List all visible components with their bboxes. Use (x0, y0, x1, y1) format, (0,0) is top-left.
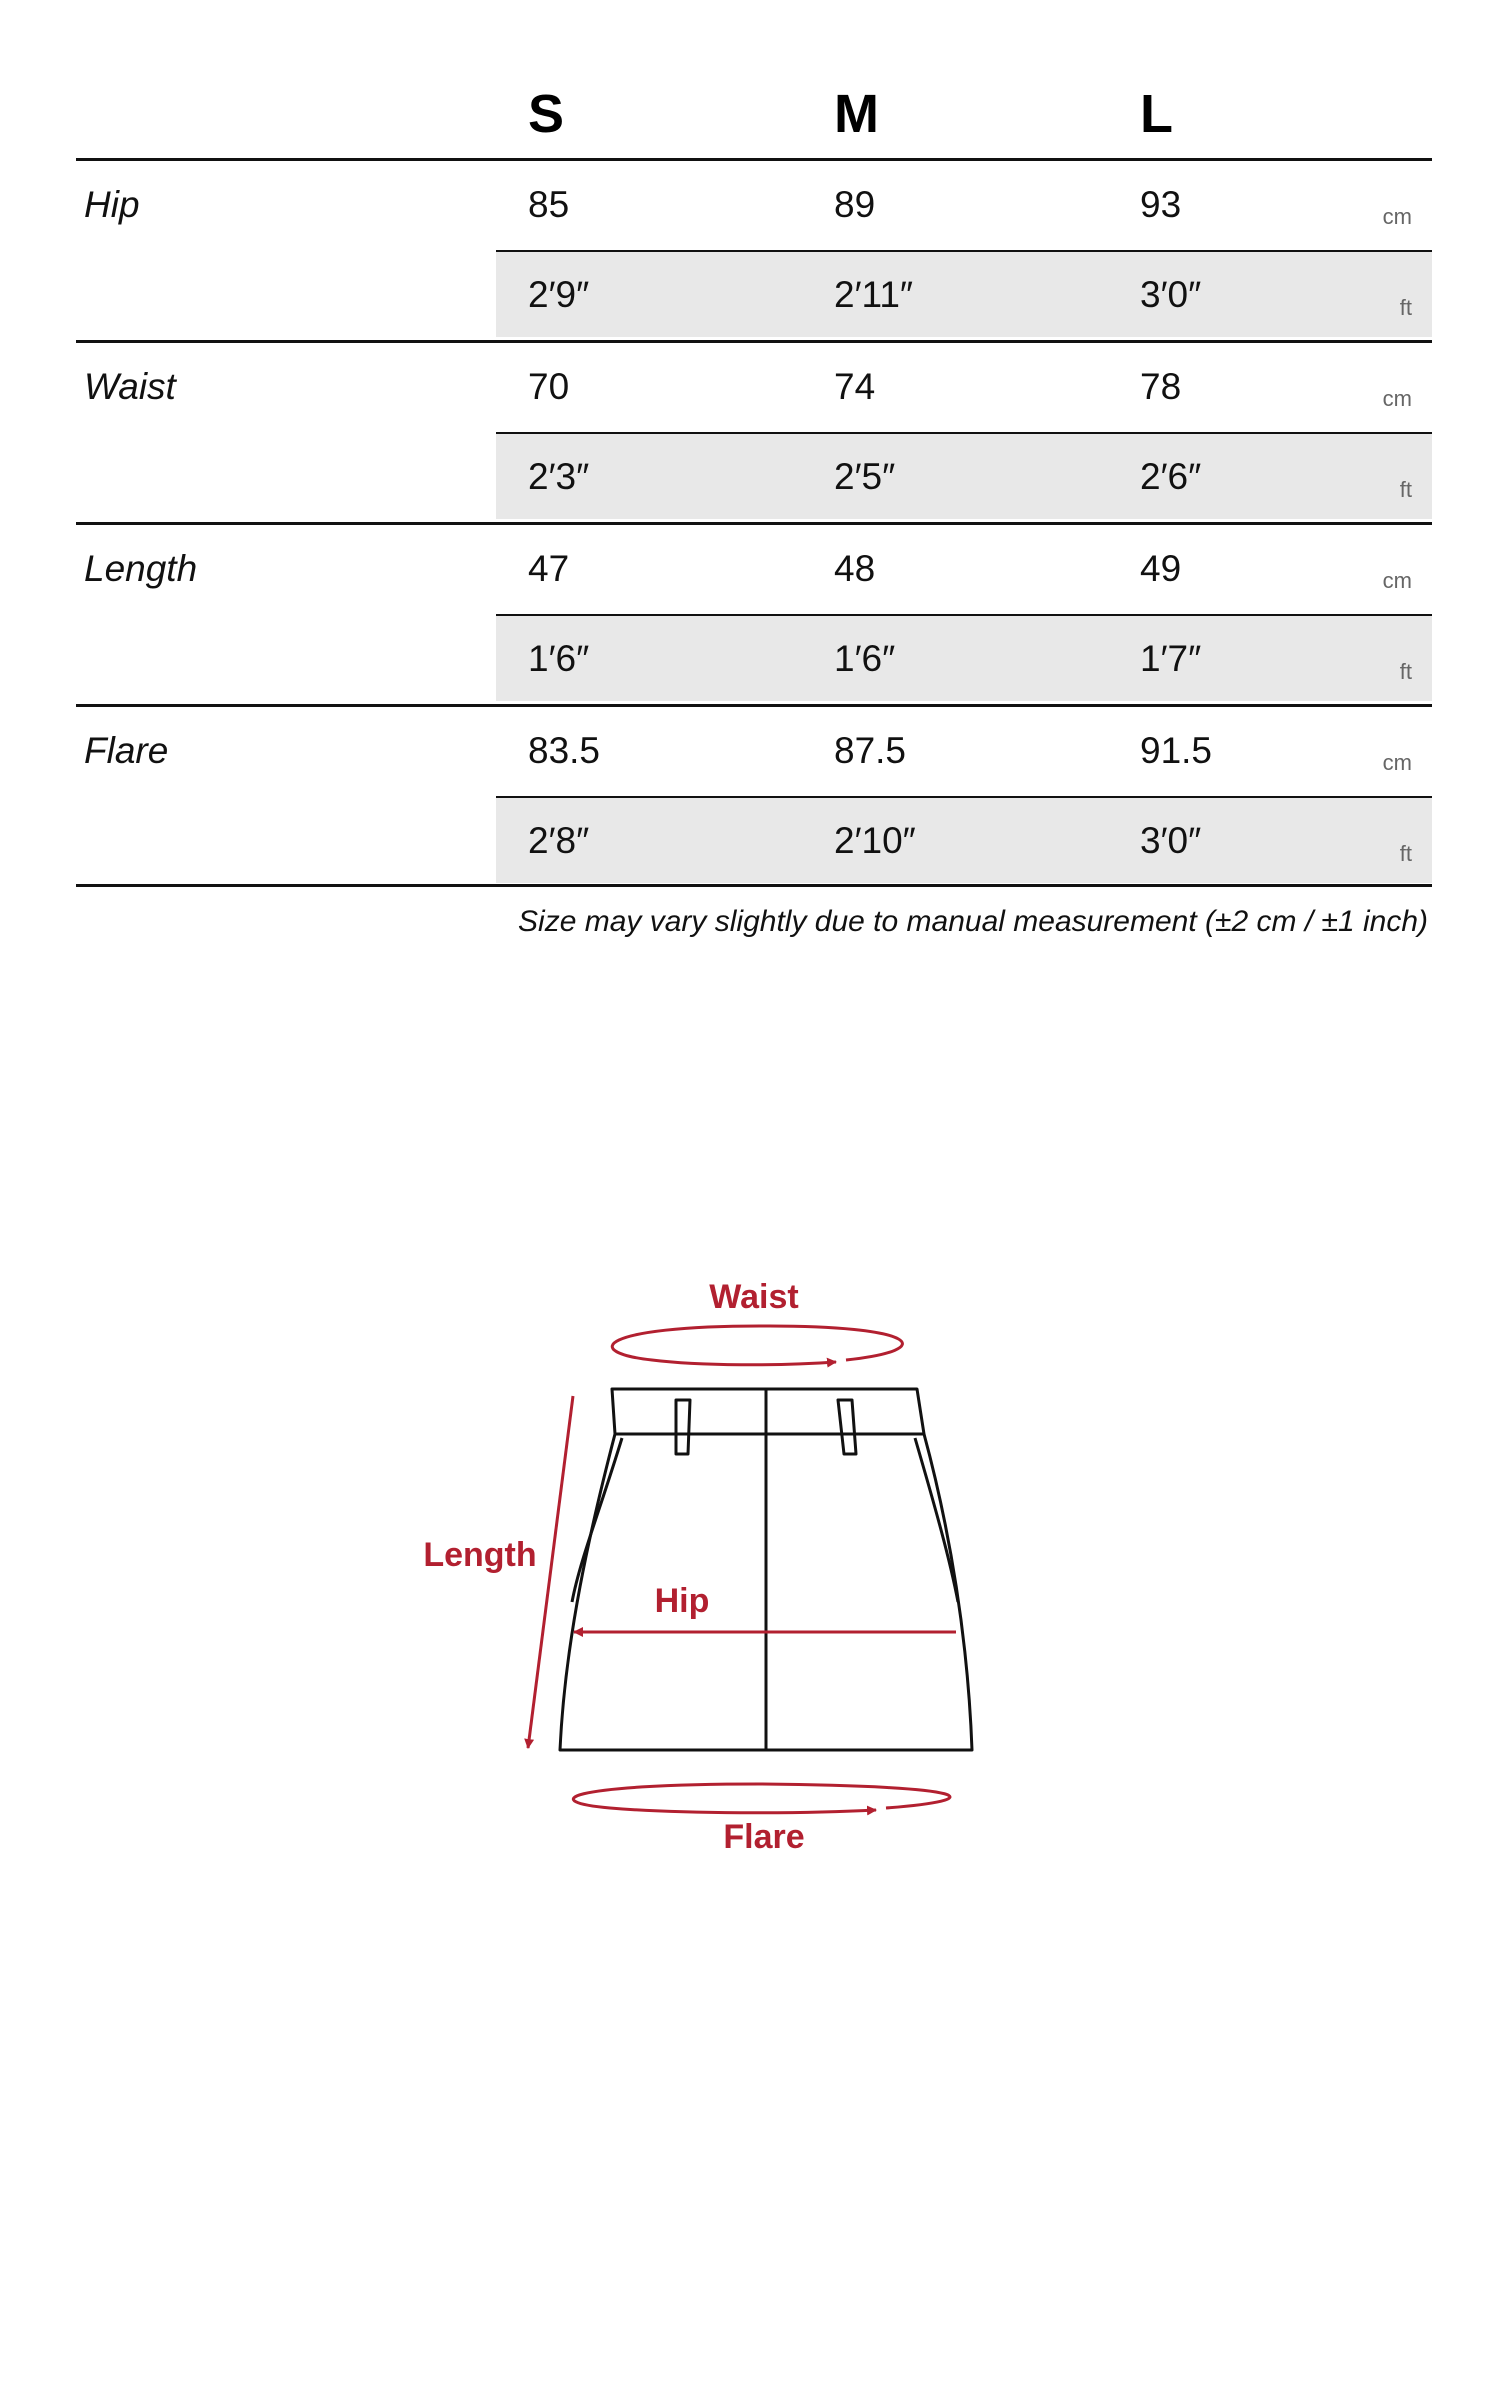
skirt-belt-loop-left (676, 1400, 690, 1454)
unit-flare-ft: ft (1399, 841, 1412, 866)
cell-waist-l-ft: 2′6″ (1140, 456, 1202, 497)
unit-waist-ft: ft (1399, 477, 1412, 502)
diagram-label-hip: Hip (654, 1582, 710, 1620)
skirt-waistband (612, 1389, 924, 1434)
measure-label-length: Length (84, 548, 198, 589)
cell-hip-m-cm: 89 (834, 184, 876, 225)
cell-hip-m-ft: 2′11″ (834, 274, 914, 315)
cell-length-l-cm: 49 (1140, 548, 1182, 589)
table-rule-top (76, 158, 1432, 161)
cell-flare-m-ft: 2′10″ (834, 820, 916, 861)
skirt-pocket-right (915, 1438, 958, 1602)
unit-length-ft: ft (1399, 659, 1412, 684)
ft-band-hip (496, 251, 1432, 337)
cell-flare-m-cm: 87.5 (834, 730, 907, 771)
diagram-svg (0, 1200, 1500, 1880)
size-header-l: L (1140, 84, 1173, 144)
measure-label-flare: Flare (84, 730, 169, 771)
unit-length-cm: cm (1382, 568, 1412, 593)
table-rule-waist-mid (496, 432, 1432, 434)
cell-length-s-ft: 1′6″ (528, 638, 590, 679)
cell-length-s-cm: 47 (528, 548, 570, 589)
cell-length-m-cm: 48 (834, 548, 876, 589)
ft-band-flare (496, 797, 1432, 883)
diagram-label-waist: Waist (709, 1278, 799, 1316)
table-rule-waist-bottom (76, 522, 1432, 525)
size-header-s: S (528, 84, 565, 144)
ft-band-waist (496, 433, 1432, 519)
measurement-note: Size may vary slightly due to manual measurement (±2 cm / ±1 inch) (518, 905, 1428, 938)
table-rule-length-bottom (76, 704, 1432, 707)
cell-waist-l-cm: 78 (1140, 366, 1182, 407)
table-rule-hip-mid (496, 250, 1432, 252)
measure-label-waist: Waist (84, 366, 176, 407)
cell-waist-s-ft: 2′3″ (528, 456, 590, 497)
skirt-belt-loop-right (838, 1400, 856, 1454)
skirt-icon (560, 1389, 972, 1750)
cell-hip-l-cm: 93 (1140, 184, 1182, 225)
waist-measure-arrow (612, 1326, 902, 1365)
cell-flare-l-cm: 91.5 (1140, 730, 1213, 771)
cell-waist-s-cm: 70 (528, 366, 570, 407)
cell-hip-l-ft: 3′0″ (1140, 274, 1202, 315)
diagram-label-length: Length (423, 1536, 537, 1574)
cell-length-m-ft: 1′6″ (834, 638, 896, 679)
table-rule-hip-bottom (76, 340, 1432, 343)
table-rule-bottom (76, 884, 1432, 887)
unit-hip-ft: ft (1399, 295, 1412, 320)
diagram-label-flare: Flare (723, 1818, 805, 1856)
unit-flare-cm: cm (1382, 750, 1412, 775)
skirt-pocket-left (572, 1438, 622, 1602)
cell-flare-s-ft: 2′8″ (528, 820, 590, 861)
unit-hip-cm: cm (1382, 204, 1412, 229)
cell-flare-l-ft: 3′0″ (1140, 820, 1202, 861)
ft-band-length (496, 615, 1432, 701)
cell-hip-s-ft: 2′9″ (528, 274, 590, 315)
cell-waist-m-cm: 74 (834, 366, 876, 407)
cell-hip-s-cm: 85 (528, 184, 570, 225)
flare-measure-arrow (573, 1784, 950, 1813)
size-table (0, 0, 1500, 960)
table-rule-length-mid (496, 614, 1432, 616)
skirt-measurement-diagram (0, 1200, 1500, 1880)
size-header-m: M (834, 84, 879, 144)
unit-waist-cm: cm (1382, 386, 1412, 411)
cell-length-l-ft: 1′7″ (1140, 638, 1202, 679)
cell-waist-m-ft: 2′5″ (834, 456, 896, 497)
measure-label-hip: Hip (84, 184, 140, 225)
table-rule-flare-mid (496, 796, 1432, 798)
cell-flare-s-cm: 83.5 (528, 730, 601, 771)
